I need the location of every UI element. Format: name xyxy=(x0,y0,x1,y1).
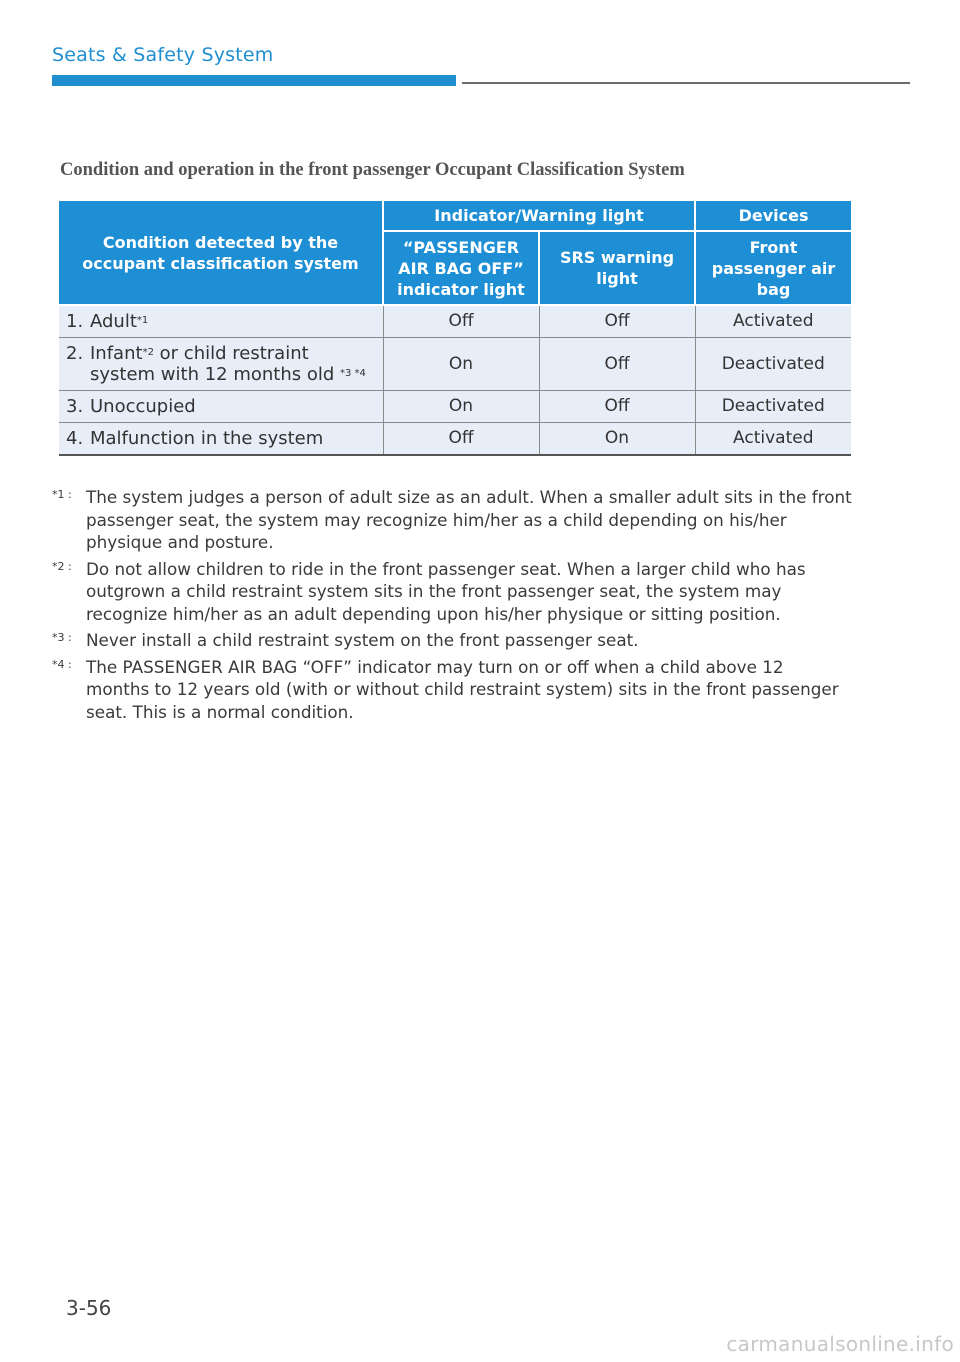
off-indicator-value: On xyxy=(383,391,539,423)
watermark-text: carmanualsonline.info xyxy=(726,1332,954,1356)
condition-label: Infant xyxy=(90,343,143,364)
condition-label: Malfunction in the system xyxy=(90,428,324,449)
table-row xyxy=(59,391,851,423)
footnote-text: Never install a child restraint system on the front passenger seat. xyxy=(86,630,639,650)
footnote-mark: *1 : xyxy=(52,488,72,501)
section-header-title: Seats & Safety System xyxy=(52,44,274,66)
header-accent-bar xyxy=(52,75,456,86)
off-indicator-value: Off xyxy=(383,305,539,338)
footnote-ref: *3 *4 xyxy=(340,368,366,379)
footnote-ref: *2 xyxy=(142,347,154,358)
header-divider-line xyxy=(462,82,910,84)
srs-value: Off xyxy=(539,338,695,391)
srs-value: On xyxy=(539,423,695,456)
page-number: 3-56 xyxy=(66,1296,112,1320)
header-srs-warning: SRS warning light xyxy=(539,231,695,305)
condition-label: Unoccupied xyxy=(90,396,196,417)
table-row xyxy=(59,338,851,391)
footnote-item xyxy=(52,558,852,626)
condition-label-continued: or child restraint system with 12 months old xyxy=(90,343,341,385)
condition-cell xyxy=(59,391,383,423)
row-number: 3. xyxy=(66,396,84,417)
footnote-item xyxy=(52,629,852,652)
row-number: 1. xyxy=(66,311,84,332)
footnote-text: The PASSENGER AIR BAG “OFF” indicator may turn on or off when a child above 12 months to 12 years old (with or without child restraint system) sits in the front passenger seat. This is a normal condition. xyxy=(86,656,839,722)
table-title: Condition and operation in the front passenger Occupant Classification System xyxy=(60,160,685,180)
footnote-mark: *2 : xyxy=(52,559,72,573)
condition-cell xyxy=(59,423,383,456)
header-front-airbag: Front passenger air bag xyxy=(695,231,851,305)
footnote-item xyxy=(52,656,852,724)
table-row xyxy=(59,423,851,456)
condition-cell xyxy=(59,305,383,338)
footnote-mark: *4 : xyxy=(52,657,72,671)
footnotes xyxy=(52,486,852,727)
table-row xyxy=(59,305,851,338)
ocs-table xyxy=(59,201,851,456)
srs-value: Off xyxy=(539,305,695,338)
condition-cell xyxy=(59,338,383,391)
footnote-text: Do not allow children to ride in the front passenger seat. When a larger child who has outgrown a child restraint system sits in the front passenger seat, the system may recognize him/her as an adult depending upon his/her physique or sitting position. xyxy=(86,558,806,624)
airbag-value: Activated xyxy=(695,423,851,456)
footnote-ref: *1 xyxy=(136,315,149,326)
condition-label: Adult xyxy=(90,311,137,332)
header-condition: Condition detected by the occupant classification system xyxy=(59,201,383,305)
airbag-value: Activated xyxy=(695,305,851,338)
footnote-text: The system judges a person of adult size as an adult. When a smaller adult sits in the front passenger seat, the system may recognize him/her as a child depending on his/her physique and posture. xyxy=(86,487,852,552)
footnote-item xyxy=(52,486,852,554)
srs-value: Off xyxy=(539,391,695,423)
row-number: 2. xyxy=(66,343,84,364)
header-indicator-group: Indicator/Warning light xyxy=(383,201,695,231)
footnote-mark: *3 : xyxy=(52,631,72,644)
header-devices-group: Devices xyxy=(695,201,851,231)
off-indicator-value: On xyxy=(383,338,539,391)
airbag-value: Deactivated xyxy=(695,338,851,391)
off-indicator-value: Off xyxy=(383,423,539,456)
row-number: 4. xyxy=(66,428,84,449)
airbag-value: Deactivated xyxy=(695,391,851,423)
header-passenger-airbag-off: “PASSENGER AIR BAG OFF” indicator light xyxy=(383,231,539,305)
